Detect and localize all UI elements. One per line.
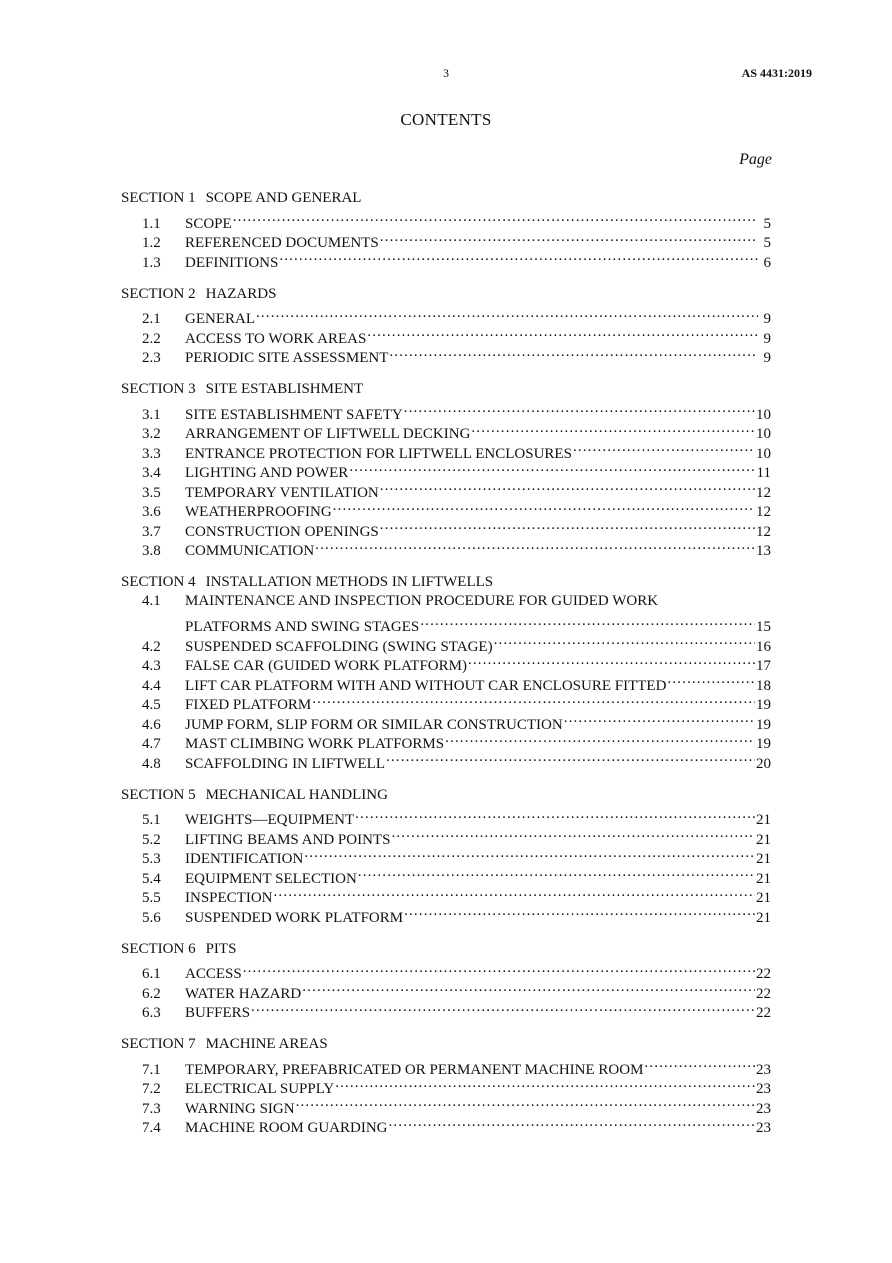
dot-leader <box>312 690 755 710</box>
section-title: HAZARDS <box>205 285 277 302</box>
entry-number: 5.6 <box>142 909 161 926</box>
dot-leader <box>564 709 755 729</box>
entry-page: 20 <box>756 755 771 772</box>
entry-number: 1.1 <box>142 215 161 232</box>
entry-number: 3.4 <box>142 465 161 481</box>
entry-title: ACCESS <box>185 966 242 982</box>
entry-number: 5.5 <box>142 890 161 906</box>
entry-title: FALSE CAR (GUIDED WORK PLATFORM) <box>185 658 467 674</box>
dot-leader <box>380 516 755 536</box>
entry-title: IDENTIFICATION <box>185 851 304 867</box>
dot-leader <box>389 1113 756 1133</box>
entry-number: 4.4 <box>142 677 161 694</box>
dot-leader <box>349 458 755 478</box>
toc-entry[interactable] <box>121 959 771 982</box>
entry-number: 1.3 <box>142 254 161 271</box>
entry-page: 10 <box>756 406 771 423</box>
entry-page: 12 <box>756 504 771 520</box>
toc-entry[interactable] <box>121 592 771 635</box>
entry-number: 7.3 <box>142 1100 161 1117</box>
dot-leader <box>233 208 758 228</box>
entry-number: 1.2 <box>142 235 161 251</box>
dot-leader <box>256 304 758 324</box>
entry-page: 12 <box>756 523 771 540</box>
dot-leader <box>667 670 755 690</box>
dot-leader <box>358 863 755 883</box>
entry-title: FIXED PLATFORM <box>185 697 312 713</box>
section-heading[interactable] <box>121 785 771 805</box>
entry-page: 23 <box>756 1061 771 1078</box>
entry-title-continued: PLATFORMS AND SWING STAGES <box>185 619 420 635</box>
entry-title: WEIGHTS—EQUIPMENT <box>185 812 355 828</box>
entry-title: JUMP FORM, SLIP FORM OR SIMILAR CONSTRUCTION <box>185 716 563 733</box>
dot-leader <box>335 1074 755 1094</box>
section-title: SITE ESTABLISHMENT <box>205 381 364 397</box>
toc-section-3 <box>121 379 771 559</box>
entry-number: 3.1 <box>142 406 161 423</box>
entry-number: 2.1 <box>142 311 161 327</box>
entry-page: 15 <box>756 619 771 635</box>
entry-title: BUFFERS <box>185 1005 251 1021</box>
entry-title: SCOPE <box>185 215 232 232</box>
section-heading[interactable] <box>121 379 771 399</box>
entry-number: 4.7 <box>142 736 161 752</box>
toc-entry[interactable] <box>121 805 771 828</box>
contents-title: CONTENTS <box>400 110 492 129</box>
entry-number: 5.4 <box>142 870 161 887</box>
toc-section-1 <box>121 188 771 271</box>
dot-leader <box>380 228 758 248</box>
toc-section-5 <box>121 785 771 926</box>
dot-leader <box>468 651 755 671</box>
entry-title: LIFT CAR PLATFORM WITH AND WITHOUT CAR ENCLOSURE FITTED <box>185 677 667 694</box>
entry-page: 12 <box>756 484 771 501</box>
entry-number: 7.1 <box>142 1061 161 1078</box>
toc-section-4 <box>121 572 771 772</box>
entry-title: PERIODIC SITE ASSESSMENT <box>185 350 389 366</box>
entry-title: WATER HAZARD <box>185 985 302 1002</box>
toc-section-7 <box>121 1034 771 1136</box>
page-column-label: Page <box>739 151 772 168</box>
section-title: INSTALLATION METHODS IN LIFTWELLS <box>205 574 494 590</box>
entry-number: 4.1 <box>142 593 161 609</box>
entry-title: DEFINITIONS <box>185 254 279 271</box>
entry-number: 4.8 <box>142 755 161 772</box>
entry-title: EQUIPMENT SELECTION <box>185 870 357 887</box>
section-title: MACHINE AREAS <box>205 1036 328 1052</box>
section-heading[interactable] <box>121 188 771 208</box>
dot-leader <box>471 419 755 439</box>
dot-leader <box>296 1093 755 1113</box>
entry-page: 19 <box>756 736 771 752</box>
section-heading[interactable] <box>121 284 771 304</box>
entry-number: 5.2 <box>142 831 161 848</box>
entry-number: 3.2 <box>142 426 161 442</box>
entry-number: 4.6 <box>142 716 161 733</box>
section-label: SECTION 5 <box>121 786 196 803</box>
section-label: SECTION 3 <box>121 381 196 397</box>
section-label: SECTION 6 <box>121 940 196 957</box>
entry-page: 9 <box>763 350 771 366</box>
entry-number: 3.5 <box>142 484 161 501</box>
toc-entry[interactable] <box>121 399 771 423</box>
dot-leader <box>251 998 755 1018</box>
page-number: 3 <box>443 66 449 80</box>
entry-number: 4.5 <box>142 697 161 713</box>
dot-leader <box>644 1054 755 1074</box>
toc-section-6 <box>121 939 771 1021</box>
entry-page: 19 <box>756 697 771 713</box>
entry-title: MAST CLIMBING WORK PLATFORMS <box>185 736 445 752</box>
dot-leader <box>404 399 755 419</box>
entry-number: 3.8 <box>142 543 161 559</box>
entry-page: 17 <box>756 658 771 674</box>
toc-entry[interactable] <box>121 304 771 327</box>
section-heading[interactable] <box>121 572 771 592</box>
entry-number: 3.3 <box>142 445 161 462</box>
entry-page: 16 <box>756 638 771 655</box>
entry-title: MACHINE ROOM GUARDING <box>185 1120 388 1136</box>
entry-title: WARNING SIGN <box>185 1100 295 1117</box>
entry-title: GENERAL <box>185 311 255 327</box>
entry-title: TEMPORARY, PREFABRICATED OR PERMANENT MACHINE ROOM <box>185 1061 644 1078</box>
entry-number: 6.1 <box>142 966 161 982</box>
entry-page: 18 <box>756 677 771 694</box>
entry-page: 10 <box>756 445 771 462</box>
entry-page: 21 <box>756 831 771 848</box>
entry-title: CONSTRUCTION OPENINGS <box>185 523 379 540</box>
document-id: AS 4431:2019 <box>741 66 812 80</box>
table-of-contents <box>121 188 771 1149</box>
entry-title: ARRANGEMENT OF LIFTWELL DECKING <box>185 426 471 442</box>
toc-section-2 <box>121 284 771 366</box>
dot-leader <box>333 497 755 517</box>
entry-page: 21 <box>756 851 771 867</box>
entry-number: 5.1 <box>142 812 161 828</box>
entry-number: 2.2 <box>142 330 161 347</box>
section-heading[interactable] <box>121 939 771 959</box>
entry-page: 21 <box>756 909 771 926</box>
entry-number: 4.2 <box>142 638 161 655</box>
dot-leader <box>445 729 755 749</box>
entry-page: 21 <box>756 870 771 887</box>
entry-page: 19 <box>756 716 771 733</box>
entry-page: 13 <box>756 543 771 559</box>
section-title: SCOPE AND GENERAL <box>205 190 362 206</box>
entry-number: 3.6 <box>142 504 161 520</box>
dot-leader <box>391 824 755 844</box>
entry-page: 23 <box>756 1120 771 1136</box>
entry-number: 3.7 <box>142 523 161 540</box>
dot-leader <box>573 438 755 458</box>
entry-title: REFERENCED DOCUMENTS <box>185 235 379 251</box>
entry-title: SUSPENDED WORK PLATFORM <box>185 909 404 926</box>
entry-page: 22 <box>756 985 771 1002</box>
entry-title: SUSPENDED SCAFFOLDING (SWING STAGE) <box>185 638 493 655</box>
entry-number: 2.3 <box>142 350 161 366</box>
dot-leader <box>380 477 755 497</box>
dot-leader <box>494 631 755 651</box>
section-label: SECTION 7 <box>121 1036 196 1052</box>
dot-leader <box>389 343 758 363</box>
entry-page: 5 <box>763 215 771 232</box>
dot-leader <box>386 748 755 768</box>
toc-entry[interactable] <box>121 208 771 232</box>
dot-leader <box>404 902 755 922</box>
entry-number: 7.4 <box>142 1120 161 1136</box>
entry-page: 9 <box>763 311 771 327</box>
dot-leader <box>304 844 755 864</box>
entry-page: 10 <box>756 426 771 442</box>
toc-entry[interactable] <box>121 1054 771 1078</box>
entry-title: INSPECTION <box>185 890 273 906</box>
entry-page: 23 <box>756 1081 771 1097</box>
dot-leader <box>367 323 758 343</box>
entry-title: COMMUNICATION <box>185 543 315 559</box>
dot-leader <box>279 247 758 267</box>
dot-leader <box>274 883 755 903</box>
entry-number: 6.2 <box>142 985 161 1002</box>
entry-title: TEMPORARY VENTILATION <box>185 484 379 501</box>
entry-page: 11 <box>756 465 771 481</box>
section-title: MECHANICAL HANDLING <box>205 786 388 803</box>
entry-number: 4.3 <box>142 658 161 674</box>
entry-page: 21 <box>756 812 771 828</box>
section-label: SECTION 4 <box>121 574 196 590</box>
entry-page: 23 <box>756 1100 771 1117</box>
entry-page: 5 <box>763 235 771 251</box>
entry-title: WEATHERPROOFING <box>185 504 332 520</box>
entry-page: 22 <box>756 1005 771 1021</box>
entry-title: ELECTRICAL SUPPLY <box>185 1081 335 1097</box>
entry-page: 9 <box>763 330 771 347</box>
dot-leader <box>243 959 755 979</box>
entry-page: 22 <box>756 966 771 982</box>
dot-leader <box>315 536 755 556</box>
entry-title: MAINTENANCE AND INSPECTION PROCEDURE FOR GUIDED WORK <box>185 593 659 609</box>
entry-number: 5.3 <box>142 851 161 867</box>
entry-number: 7.2 <box>142 1081 161 1097</box>
dot-leader <box>302 978 755 998</box>
entry-title: LIFTING BEAMS AND POINTS <box>185 831 391 848</box>
entry-title: LIGHTING AND POWER <box>185 465 349 481</box>
entry-number: 6.3 <box>142 1005 161 1021</box>
section-label: SECTION 2 <box>121 285 196 302</box>
dot-leader <box>355 805 755 825</box>
entry-title: SCAFFOLDING IN LIFTWELL <box>185 755 385 772</box>
entry-page: 21 <box>756 890 771 906</box>
entry-title: SITE ESTABLISHMENT SAFETY <box>185 406 403 423</box>
section-title: PITS <box>205 940 237 957</box>
entry-title: ACCESS TO WORK AREAS <box>185 330 367 347</box>
section-heading[interactable] <box>121 1034 771 1054</box>
entry-page: 6 <box>763 254 771 271</box>
entry-title: ENTRANCE PROTECTION FOR LIFTWELL ENCLOSURES <box>185 445 572 462</box>
section-label: SECTION 1 <box>121 190 196 206</box>
dot-leader <box>420 612 755 632</box>
